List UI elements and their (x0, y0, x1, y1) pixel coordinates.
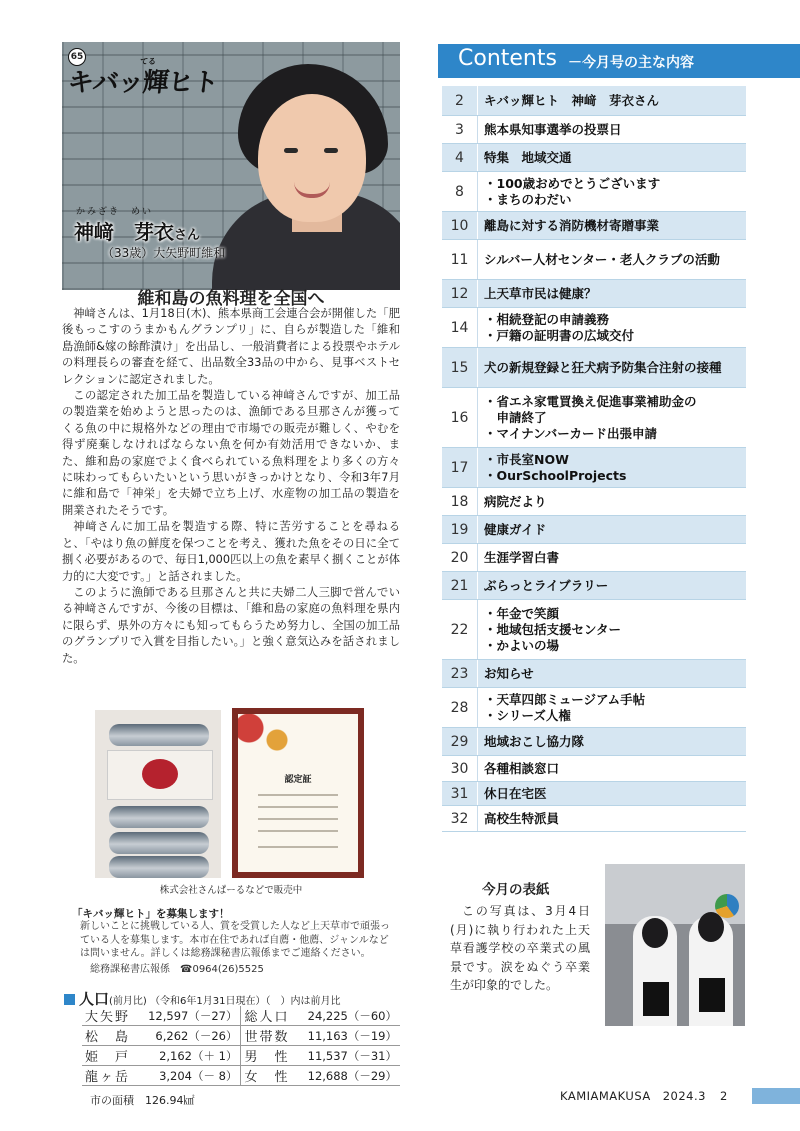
toc-entry-line: 生涯学習白書 (484, 549, 560, 565)
population-row (82, 1046, 400, 1066)
population-row (82, 1006, 400, 1026)
toc-page-number: 19 (442, 516, 478, 543)
toc-entry-line: シルバー人材センター・老人クラブの活動 (484, 251, 720, 267)
page-number: 2 (719, 1089, 728, 1103)
toc-entry-line: 休日在宅医 (484, 785, 547, 801)
city-area: 市の面積 126.94㎢ (90, 1094, 195, 1107)
toc-entry (478, 308, 746, 347)
toc-entry (478, 348, 746, 387)
toc-entry-line: 犬の新規登録と狂犬病予防集合注射の接種 (484, 359, 722, 375)
recruit-contact: 総務課秘書広報係 ☎0964(26)5525 (90, 964, 264, 975)
toc-page-number: 32 (442, 806, 478, 831)
article-paragraph: このように漁師である旦那さんと共に夫婦二人三脚で営んでいる神﨑さんですが、今後の目標は、「維和島の家庭の魚料理を県内に限らず、県外の方々にも知ってもらうため努力し、全国の加工品のグランプリで入賞を目指したい。」と強く意気込みを話されました。 (62, 585, 401, 665)
toc-entry-line: 離島に対する消防機材寄贈事業 (484, 217, 660, 233)
toc-row (442, 240, 746, 280)
series-title: キバッ輝ヒト てる (66, 56, 220, 98)
toc-row (442, 660, 746, 688)
population-label: 世帯数 (241, 1026, 297, 1046)
population-table (82, 1006, 400, 1086)
toc-row (442, 572, 746, 600)
toc-entry-line: 各種相談窓口 (484, 760, 560, 776)
toc-entry (478, 756, 746, 781)
toc-entry (478, 782, 746, 805)
product-photo (95, 710, 221, 878)
toc-page-number: 17 (442, 448, 478, 487)
toc-entry (478, 280, 746, 307)
name-ruby: かみざき めい (76, 207, 154, 217)
population-label: 大矢野 (82, 1006, 137, 1026)
toc-page-number: 21 (442, 572, 478, 599)
population-value: 11,537（－31） (297, 1046, 400, 1066)
toc-entry (478, 660, 746, 687)
toc-entry-line: 高校生特派員 (484, 810, 560, 826)
population-label: 総人口 (241, 1006, 297, 1026)
toc-entry (478, 144, 746, 171)
article-paragraph: 神﨑さんに加工品を製造する際、特に苦労することを尋ねると、「やはり魚の鮮度を保つことを考え、獲れた魚をその日に全て捌く必要があるので、毎日1,000匹以上の魚を素早く捌くことが体力的に大変です。」と話されました。 (62, 520, 400, 583)
toc-entry-line: ・まちのわだい (484, 191, 572, 207)
toc-row (442, 86, 746, 116)
toc-row (442, 212, 746, 240)
toc-row (442, 488, 746, 516)
population-label: 男 性 (241, 1046, 297, 1066)
toc-entry-line: ・100歳おめでとうございます (484, 175, 661, 191)
toc-entry-line: 特集 地域交通 (484, 149, 572, 165)
population-row (82, 1026, 400, 1046)
toc-entry-line: キバッ輝ヒト 神﨑 芽衣さん (484, 92, 660, 108)
series-number-badge: 65 (68, 48, 86, 66)
toc-row (442, 348, 746, 388)
toc-row (442, 600, 746, 660)
population-value: 6,262（－26） (137, 1026, 241, 1046)
toc-row (442, 782, 746, 806)
toc-page-number: 30 (442, 756, 478, 781)
toc-entry-line: 病院だより (484, 493, 547, 509)
toc-page-number: 20 (442, 544, 478, 571)
toc-entry-line: 健康ガイド (484, 521, 547, 537)
toc-entry (478, 172, 746, 211)
photo-caption: 株式会社さんぱーるなどで販売中 (159, 885, 303, 896)
article-paragraph: この認定された加工品を製造している神﨑さんですが、加工品の製造業を始めようと思ったのは、漁師である旦那さんが獲ってくる魚の中に規格外などの理由で市場での販売が難しく、やむを得ず廃棄しなければならない魚を何か有効活用できないか、また、維和島の家庭でよく食べられている魚料理をより多くの方々に味わってもらいたいという思いがきっかけとなり、令和3年7月に維和島で「神栄」を夫婦で立ち上げ、水産物の加工品の製造を開業されたそうです。 (62, 389, 400, 517)
population-value: 3,204（－ 8） (137, 1066, 241, 1086)
recruit-body: 新しいことに挑戦している人、賞を受賞した人など上天草市で頑張っている人を募集します。本市在住であれば自薦・他薦、ジャンルなどは問いません。詳しくは総務課秘書広報係までご連絡ください。 (80, 921, 390, 959)
toc-entry (478, 116, 746, 143)
profile-age-place: （33歳）大矢野町維和 (102, 246, 226, 260)
article-body (62, 306, 400, 667)
toc-entry-line: ・天草四郎ミュージアム手帖 (484, 691, 646, 707)
toc-entry-line: 上天草市民は健康？ (484, 285, 597, 301)
toc-page-number: 4 (442, 144, 478, 171)
population-value: 12,597（－27） (137, 1006, 241, 1026)
footer (560, 1088, 728, 1104)
toc-entry-line: ・省エネ家電買換え促進事業補助金の (484, 393, 697, 409)
article-title: 維和島の魚料理を全国へ (137, 289, 325, 309)
toc-page-number: 3 (442, 116, 478, 143)
toc-page-number: 14 (442, 308, 478, 347)
toc-row (442, 688, 746, 728)
footer-accent-bar (752, 1088, 800, 1104)
certificate-title: 認定証 (284, 775, 312, 785)
toc-row (442, 144, 746, 172)
recruit-heading: 「キバッ輝ヒト」を募集します！ (72, 908, 230, 920)
toc-page-number: 29 (442, 728, 478, 755)
toc-row (442, 308, 746, 348)
toc-entry-line: お知らせ (484, 665, 534, 681)
toc-page-number: 8 (442, 172, 478, 211)
toc-entry (478, 488, 746, 515)
toc-row (442, 728, 746, 756)
contents-subtitle: －今月号の主な内容 (568, 55, 694, 71)
cover-photo (605, 864, 745, 1026)
toc-row (442, 280, 746, 308)
toc-entry (478, 688, 746, 727)
toc-entry-line: ・OurSchoolProjects (484, 467, 627, 483)
toc-entry-line: ・地域包括支援センター (484, 621, 622, 637)
toc-row (442, 116, 746, 144)
population-value: 24,225（－60） (297, 1006, 400, 1026)
toc-page-number: 23 (442, 660, 478, 687)
contents-title: Contents (458, 46, 557, 71)
table-of-contents (442, 86, 746, 832)
toc-entry-line: ・相続登記の申請義務 (484, 311, 610, 327)
toc-row (442, 806, 746, 832)
toc-row (442, 544, 746, 572)
toc-entry (478, 572, 746, 599)
toc-entry (478, 600, 746, 659)
profile-photo (62, 42, 400, 290)
toc-row (442, 448, 746, 488)
toc-entry (478, 388, 746, 447)
toc-page-number: 10 (442, 212, 478, 239)
toc-entry-line: ぶらっとライブラリー (484, 577, 609, 593)
square-icon (64, 994, 75, 1005)
toc-entry (478, 806, 746, 831)
toc-entry-line: 申請終了 (484, 409, 547, 425)
toc-entry-line: ・年金で笑顔 (484, 605, 560, 621)
toc-entry (478, 448, 746, 487)
article-paragraph: 神﨑さんは、1月18日(木)、熊本県商工会連合会が開催した「肥後もっこすのうまかもんグランプリ」に、自らが製造した「維和島漁師&嫁の餘酢漬け」を出品し、一般消費者による投票やホテルの料理長らの審査を経て、出品数全33品の中から、見事ベストセレクションに認定されました。 (62, 307, 400, 386)
toc-entry (478, 240, 746, 279)
toc-entry-line: 地域おこし協力隊 (484, 733, 585, 749)
toc-page-number: 16 (442, 388, 478, 447)
population-label: 松 島 (82, 1026, 137, 1046)
toc-entry-line: ・マイナンバーカード出張申請 (484, 425, 658, 441)
toc-page-number: 15 (442, 348, 478, 387)
toc-entry-line: ・かよいの場 (484, 637, 560, 653)
population-label: 姫 戸 (82, 1046, 137, 1066)
toc-page-number: 28 (442, 688, 478, 727)
toc-entry (478, 728, 746, 755)
cover-description: この写真は、3月4日(月)に執り行われた上天草看護学校の卒業式の風景です。涙をぬぐう卒業生が印象的でした。 (450, 904, 590, 992)
magazine-issue: KAMIAMAKUSA 2024.3 (560, 1089, 706, 1103)
population-value: 2,162（＋ 1） (137, 1046, 241, 1066)
toc-entry-line: ・市長室NOW (484, 451, 569, 467)
toc-page-number: 18 (442, 488, 478, 515)
certificate-photo (232, 708, 364, 878)
population-row (82, 1066, 400, 1086)
toc-entry-line: ・シリーズ人権 (484, 707, 571, 723)
population-label: 龍ヶ岳 (82, 1066, 137, 1086)
toc-row (442, 756, 746, 782)
toc-entry (478, 516, 746, 543)
toc-entry (478, 544, 746, 571)
toc-entry (478, 212, 746, 239)
toc-page-number: 2 (442, 86, 478, 115)
toc-page-number: 12 (442, 280, 478, 307)
toc-row (442, 172, 746, 212)
toc-page-number: 22 (442, 600, 478, 659)
cover-title: 今月の表紙 (482, 882, 550, 898)
toc-entry-line: ・戸籍の証明書の広域交付 (484, 327, 635, 343)
toc-row (442, 388, 746, 448)
population-value: 11,163（－19） (297, 1026, 400, 1046)
population-heading: 人口(前月比) （令和6年1月31日現在）（ ）内は前月比 (64, 988, 340, 1009)
toc-entry-line: 熊本県知事選挙の投票日 (484, 121, 622, 137)
population-label: 女 性 (241, 1066, 297, 1086)
toc-page-number: 11 (442, 240, 478, 279)
toc-row (442, 516, 746, 544)
population-value: 12,688（－29） (297, 1066, 400, 1086)
toc-entry (478, 86, 746, 115)
toc-page-number: 31 (442, 782, 478, 805)
profile-name: 神﨑 芽衣さん (74, 220, 201, 244)
